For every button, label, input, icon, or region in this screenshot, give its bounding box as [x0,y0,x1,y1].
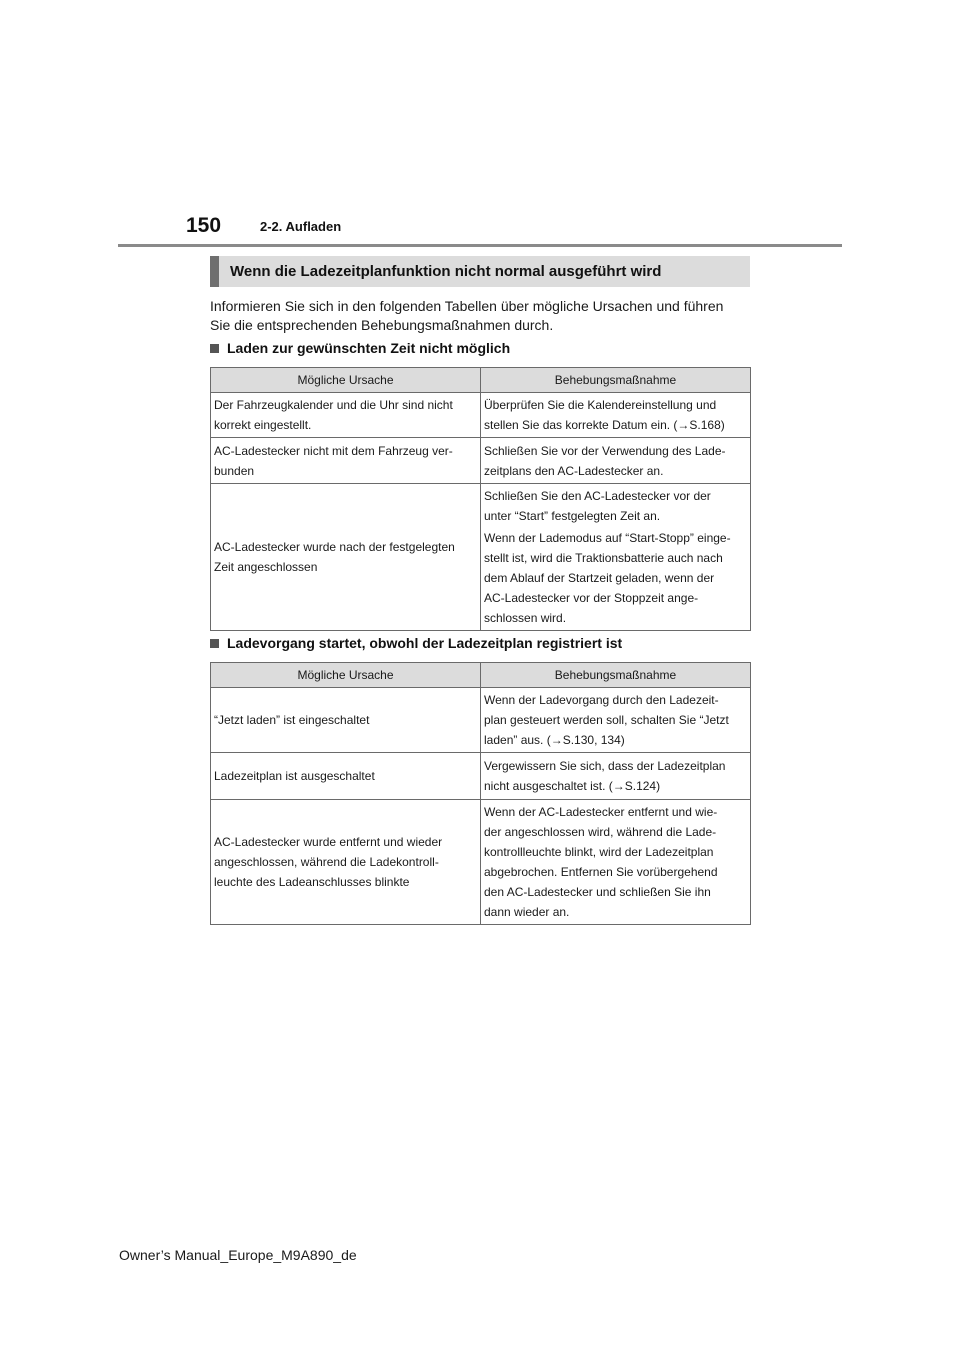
cell-text: AC-Ladestecker wurde nach der festgelegten [214,540,455,554]
cell-text: dem Ablauf der Startzeit geladen, wenn der [484,571,715,585]
cell-text: AC-Ladestecker wurde entfernt und wieder [214,835,443,849]
cell-text: Überprüfen Sie die Kalendereinstellung und [484,398,717,412]
cell-text: nicht ausgeschaltet ist. (→S.124) [484,779,661,793]
cell-text: der angeschlossen wird, während die Lade- [484,825,717,839]
cell-text: Zeit angeschlossen [214,560,318,574]
subheading-text: Ladevorgang startet, obwohl der Ladezeitplan registriert ist [227,635,623,651]
cause-cell [211,800,481,925]
intro-paragraph [210,297,770,335]
header-divider [118,244,842,247]
intro-line: Sie die entsprechenden Behebungsmaßnahmen durch. [210,317,554,333]
remedy-cell [481,484,751,631]
cell-text: Wenn der AC-Ladestecker entfernt und wie- [484,805,718,819]
table-row [211,438,751,484]
table-header-row [211,663,751,688]
intro-line: Informieren Sie sich in den folgenden Tabellen über mögliche Ursachen und führen [210,298,724,314]
cell-text: plan gesteuert werden soll, schalten Sie “Jetzt [484,713,729,727]
table-row [211,753,751,800]
cell-text: angeschlossen, während die Ladekontroll- [214,855,439,869]
square-bullet-icon [210,639,219,648]
column-header-remedy: Behebungsmaßnahme [481,368,751,393]
section-label: 2-2. Aufladen [260,219,342,234]
table-header-row [211,368,751,393]
remedy-cell [481,438,751,484]
column-header-cause: Mögliche Ursache [211,368,481,393]
cell-text: Der Fahrzeugkalender und die Uhr sind nicht [214,398,453,412]
cell-text: laden” aus. (→S.130, 134) [484,733,625,747]
cell-text: stellen Sie das korrekte Datum ein. (→S.168) [484,418,725,432]
cell-text: schlossen wird. [484,611,567,625]
cause-cell [211,438,481,484]
cell-text: Ladezeitplan ist ausgeschaltet [214,769,375,783]
cell-text: bunden [214,463,255,478]
cell-text: Wenn der Lademodus auf “Start-Stopp” einge- [484,531,731,545]
table-row [211,688,751,753]
table-row [211,484,751,631]
cell-text: stellt ist, wird die Traktionsbatterie auch nach [484,551,723,565]
cell-text: “Jetzt laden” ist eingeschaltet [214,713,370,727]
troubleshoot-table-2 [210,662,751,925]
cell-text: dann wieder an. [484,905,570,919]
footer-manual-id: Owner’s Manual_Europe_M9A890_de [119,1247,357,1263]
cell-text: den AC-Ladestecker und schließen Sie ihn [484,885,711,899]
remedy-paragraph [484,528,747,628]
cell-text: unter “Start” festgelegten Zeit an. [484,509,661,523]
subheading-1 [210,340,510,356]
cell-text: Wenn der Ladevorgang durch den Ladezeit- [484,693,719,707]
cell-text: AC-Ladestecker vor der Stoppzeit ange- [484,591,699,605]
column-header-cause: Mögliche Ursache [211,663,481,688]
cause-cell [211,484,481,631]
page-number: 150 [186,214,222,237]
subheading-text: Laden zur gewünschten Zeit nicht möglich [227,340,511,356]
cell-text: leuchte des Ladeanschlusses blinkte [214,875,410,889]
cause-cell [211,688,481,753]
cause-cell [211,393,481,438]
cell-text: abgebrochen. Entfernen Sie vorübergehend [484,865,718,879]
cell-text: Vergewissern Sie sich, dass der Ladezeitplan [484,759,726,773]
remedy-cell [481,688,751,753]
subheading-2 [210,635,622,651]
table-row [211,800,751,925]
cell-text: AC-Ladestecker nicht mit dem Fahrzeug ver- [214,443,453,458]
remedy-cell [481,753,751,800]
cell-text: Schließen Sie vor der Verwendung des Lade- [484,443,726,458]
table-row [211,393,751,438]
cell-text: Schließen Sie den AC-Ladestecker vor der [484,489,711,503]
troubleshoot-table-1 [210,367,751,631]
remedy-cell [481,800,751,925]
square-bullet-icon [210,344,219,353]
section-heading-box [210,256,750,287]
cell-text: zeitplans den AC-Ladestecker an. [484,463,664,478]
section-heading: Wenn die Ladezeitplanfunktion nicht normal ausgeführt wird [230,263,662,280]
remedy-paragraph [484,486,747,526]
cell-text: korrekt eingestellt. [214,418,312,432]
cause-cell [211,753,481,800]
column-header-remedy: Behebungsmaßnahme [481,663,751,688]
remedy-cell [481,393,751,438]
cell-text: kontrollleuchte blinkt, wird der Ladezeitplan [484,845,714,859]
